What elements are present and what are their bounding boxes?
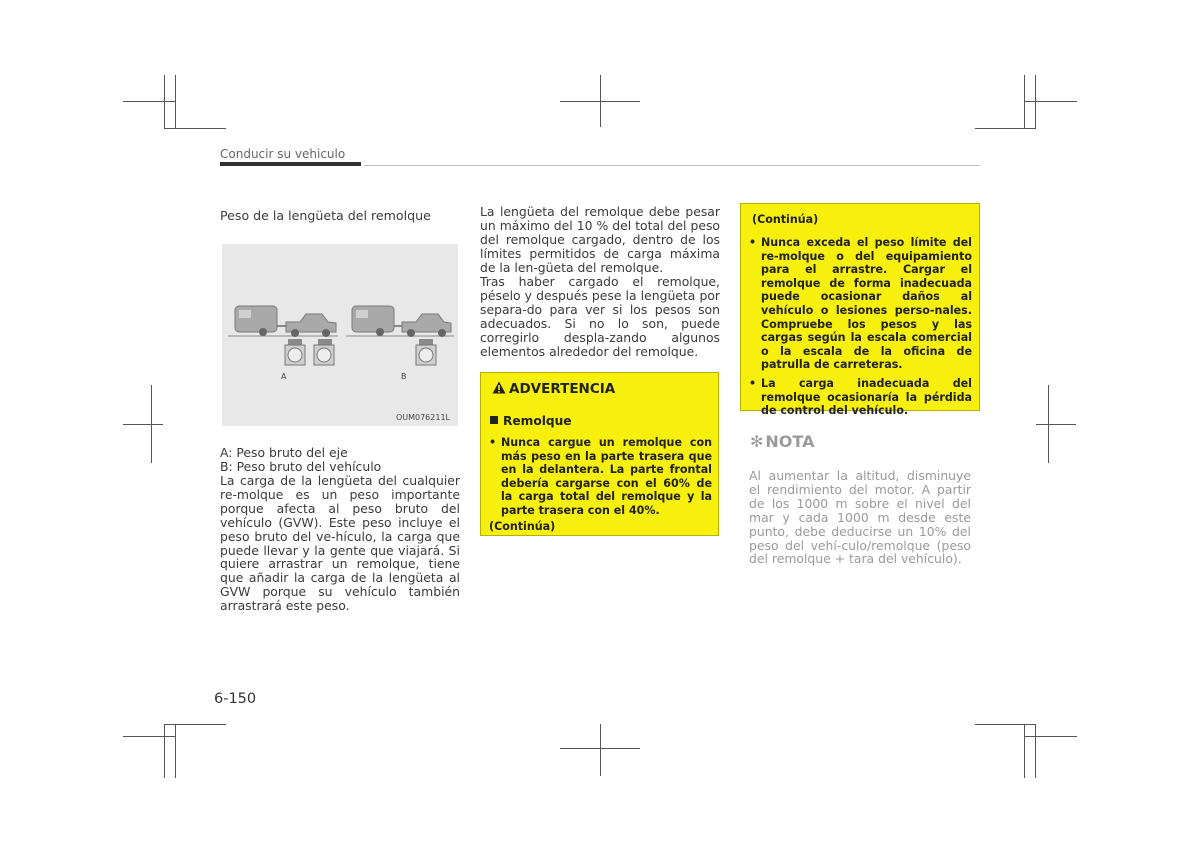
- crop-mark: [123, 101, 175, 102]
- nota-heading: [750, 432, 814, 451]
- crop-mark: [600, 724, 601, 776]
- header-rule-thin: [364, 165, 980, 166]
- continued-bullet-list: [749, 236, 972, 418]
- crop-mark: [975, 128, 1036, 129]
- col1-paragraph: La carga de la lengüeta del cualquier re-molque es un peso importante porque afecta al peso bruto del vehículo (GVW). Este peso incluye el peso bruto del ve-hículo, la carga que puede llevar y la gente que viajará. Si quiere arrastrar un remolque, tiene que añadir la carga de la lengüeta al GVW porque su vehículo también arrastrará este peso.: [220, 473, 460, 614]
- section-heading: Peso de la lengüeta del remolque: [220, 208, 431, 223]
- crop-mark: [1024, 724, 1025, 778]
- crop-mark: [123, 736, 175, 737]
- crop-mark: [1035, 724, 1036, 778]
- continued-header: (Continúa): [752, 213, 819, 226]
- crop-mark: [175, 724, 176, 778]
- warning-box: [480, 372, 719, 536]
- continued-bullet-2: • La carga inadecuada del remolque ocasionaría la pérdida de control del vehículo.: [749, 377, 972, 418]
- trailer-illustration: [222, 244, 458, 426]
- crop-mark: [1024, 75, 1025, 129]
- col2-paragraph-2: Tras haber cargado el remolque, péselo y después pese la lengüeta por separa-do para ver si los pesos son adecuados. Si no lo son, puede corregirlo despla-zando algunos elementos alrededor del remolque.: [480, 274, 720, 359]
- crop-mark: [1025, 101, 1077, 102]
- legend-b: B: Peso bruto del vehículo: [220, 459, 382, 474]
- crop-mark: [151, 385, 152, 463]
- warning-title: [492, 381, 615, 397]
- warning-bullet: • Nunca cargue un remolque con más peso en la parte trasera que en la delantera. La parte frontal debería cargarse con el 60% de la carga total del remolque y la parte trasera con el 40%.: [489, 436, 712, 518]
- scenario-b-illustration: [346, 306, 454, 365]
- continued-bullet-1: • Nunca exceda el peso límite del re-molque o del equipamiento para el arrastre. Cargar el remolque de forma inadecuada puede ocasionar daños al vehículo o lesiones perso-nales. Compruebe los pesos y las cargas según la escala comercial o la escala de la oficina de patrulla de carreteras.: [749, 236, 972, 372]
- warning-title-text: ADVERTENCIA: [509, 381, 616, 397]
- crop-mark: [164, 724, 165, 778]
- crop-mark: [164, 128, 226, 129]
- crop-mark: [600, 75, 601, 127]
- nota-text: Al aumentar la altitud, disminuye el rendimiento del motor. A partir de los 1000 m sobre el nivel del mar y cada 1000 m desde este punto, debe deducirse un 10% del peso del vehí-culo/remolque (peso del remolque + tara del vehículo).: [749, 468, 971, 567]
- crop-mark: [1035, 75, 1036, 129]
- warning-continued: (Continúa): [489, 520, 556, 533]
- warning-subtitle-text: Remolque: [503, 414, 572, 428]
- asterisk-icon: ✻: [750, 432, 764, 451]
- figure-code: OUM076211L: [395, 413, 450, 422]
- page-number: 6-150: [214, 691, 257, 707]
- crop-mark: [1048, 385, 1049, 463]
- scenario-a-illustration: [228, 306, 338, 365]
- header-rule-thick: [220, 162, 361, 166]
- section-header: Conducir su vehiculo: [220, 147, 346, 161]
- continued-warning-box: [740, 203, 980, 418]
- crop-mark: [164, 75, 165, 129]
- crop-mark: [175, 75, 176, 129]
- warning-bullet-list: [489, 436, 712, 518]
- figure-label-b: B: [401, 372, 407, 381]
- figure-label-a: A: [281, 372, 287, 381]
- crop-mark: [164, 724, 226, 725]
- trailer-weight-figure: [222, 244, 458, 426]
- crop-mark: [975, 724, 1036, 725]
- crop-mark: [123, 424, 163, 425]
- crop-mark: [1025, 736, 1077, 737]
- legend-a: A: Peso bruto del eje: [220, 445, 348, 460]
- warning-triangle-icon: [492, 381, 506, 394]
- col2-paragraph-1: La lengüeta del remolque debe pesar un máximo del 10 % del total del peso del remolque cargado, dentro de los límites permitidos de carga máxima de la len-güeta del remolque.: [480, 204, 720, 275]
- square-bullet-icon: [490, 416, 498, 424]
- crop-mark: [1036, 424, 1076, 425]
- warning-subtitle: [490, 415, 572, 429]
- nota-title: NOTA: [765, 432, 815, 451]
